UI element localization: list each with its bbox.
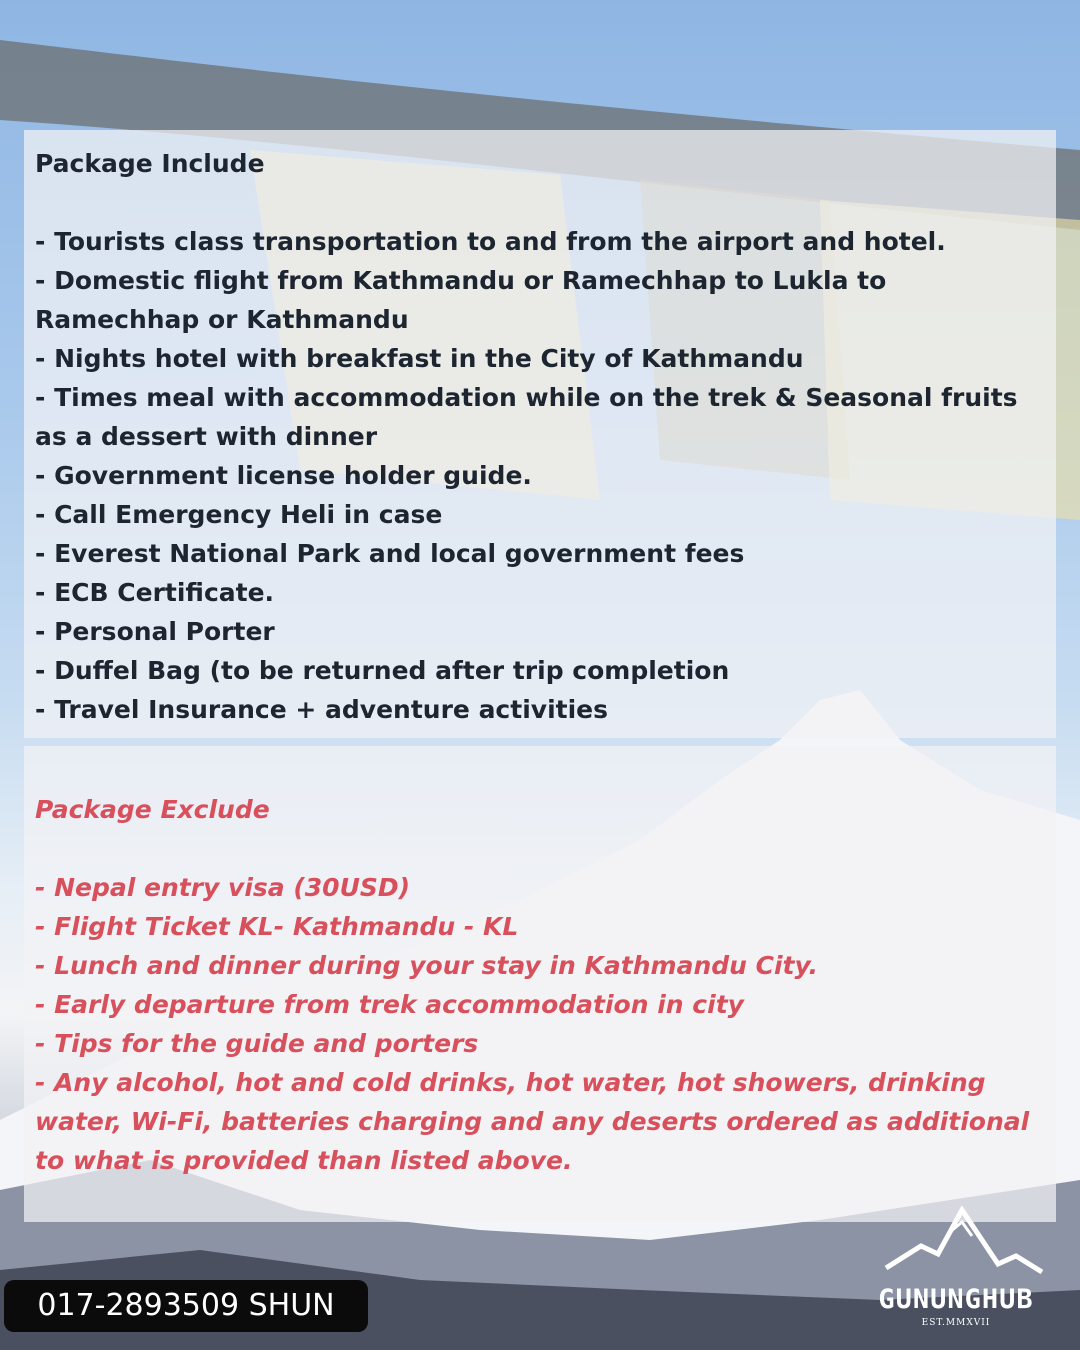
- include-item: - ECB Certificate.: [35, 578, 275, 607]
- include-item: - Personal Porter: [35, 617, 275, 646]
- mountain-logo-icon: [866, 1206, 1046, 1286]
- gununghub-logo: [866, 1206, 1046, 1336]
- exclude-item: - Nepal entry visa (30USD): [35, 873, 411, 902]
- exclude-title: Package Exclude: [35, 795, 270, 824]
- package-exclude-panel: [24, 746, 1056, 1222]
- exclude-item: - Lunch and dinner during your stay in Kathmandu City.: [35, 951, 819, 980]
- include-item: - Travel Insurance + adventure activities: [35, 695, 608, 724]
- exclude-item: - Flight Ticket KL- Kathmandu - KL: [35, 912, 519, 941]
- include-title: Package Include: [35, 149, 265, 178]
- include-item: - Nights hotel with breakfast in the City of Kathmandu: [35, 344, 804, 373]
- brand-est: EST.MMXVII: [921, 1318, 991, 1328]
- exclude-item: - Any alcohol, hot and cold drinks, hot water, hot showers, drinking water, Wi-Fi, batteries charging and any deserts ordered as additional to what is provided than listed above.: [35, 1068, 1030, 1175]
- exclude-item: - Early departure from trek accommodation in city: [35, 990, 744, 1019]
- include-item: - Domestic flight from Kathmandu or Ramechhap to Lukla to Ramechhap or Kathmandu: [35, 266, 887, 334]
- include-item: - Duffel Bag (to be returned after trip completion: [35, 656, 730, 685]
- include-item: - Everest National Park and local government fees: [35, 539, 745, 568]
- phone-contact-label: 017-2893509 SHUN: [4, 1280, 368, 1332]
- brand-name: GUNUNGHUB: [878, 1284, 1034, 1315]
- exclude-item: - Tips for the guide and porters: [35, 1029, 479, 1058]
- include-item: - Tourists class transportation to and from the airport and hotel.: [35, 227, 946, 256]
- include-item: - Times meal with accommodation while on the trek & Seasonal fruits as a dessert with dinner: [35, 383, 1018, 451]
- include-item: - Government license holder guide.: [35, 461, 532, 490]
- package-include-panel: [24, 130, 1056, 738]
- include-item: - Call Emergency Heli in case: [35, 500, 443, 529]
